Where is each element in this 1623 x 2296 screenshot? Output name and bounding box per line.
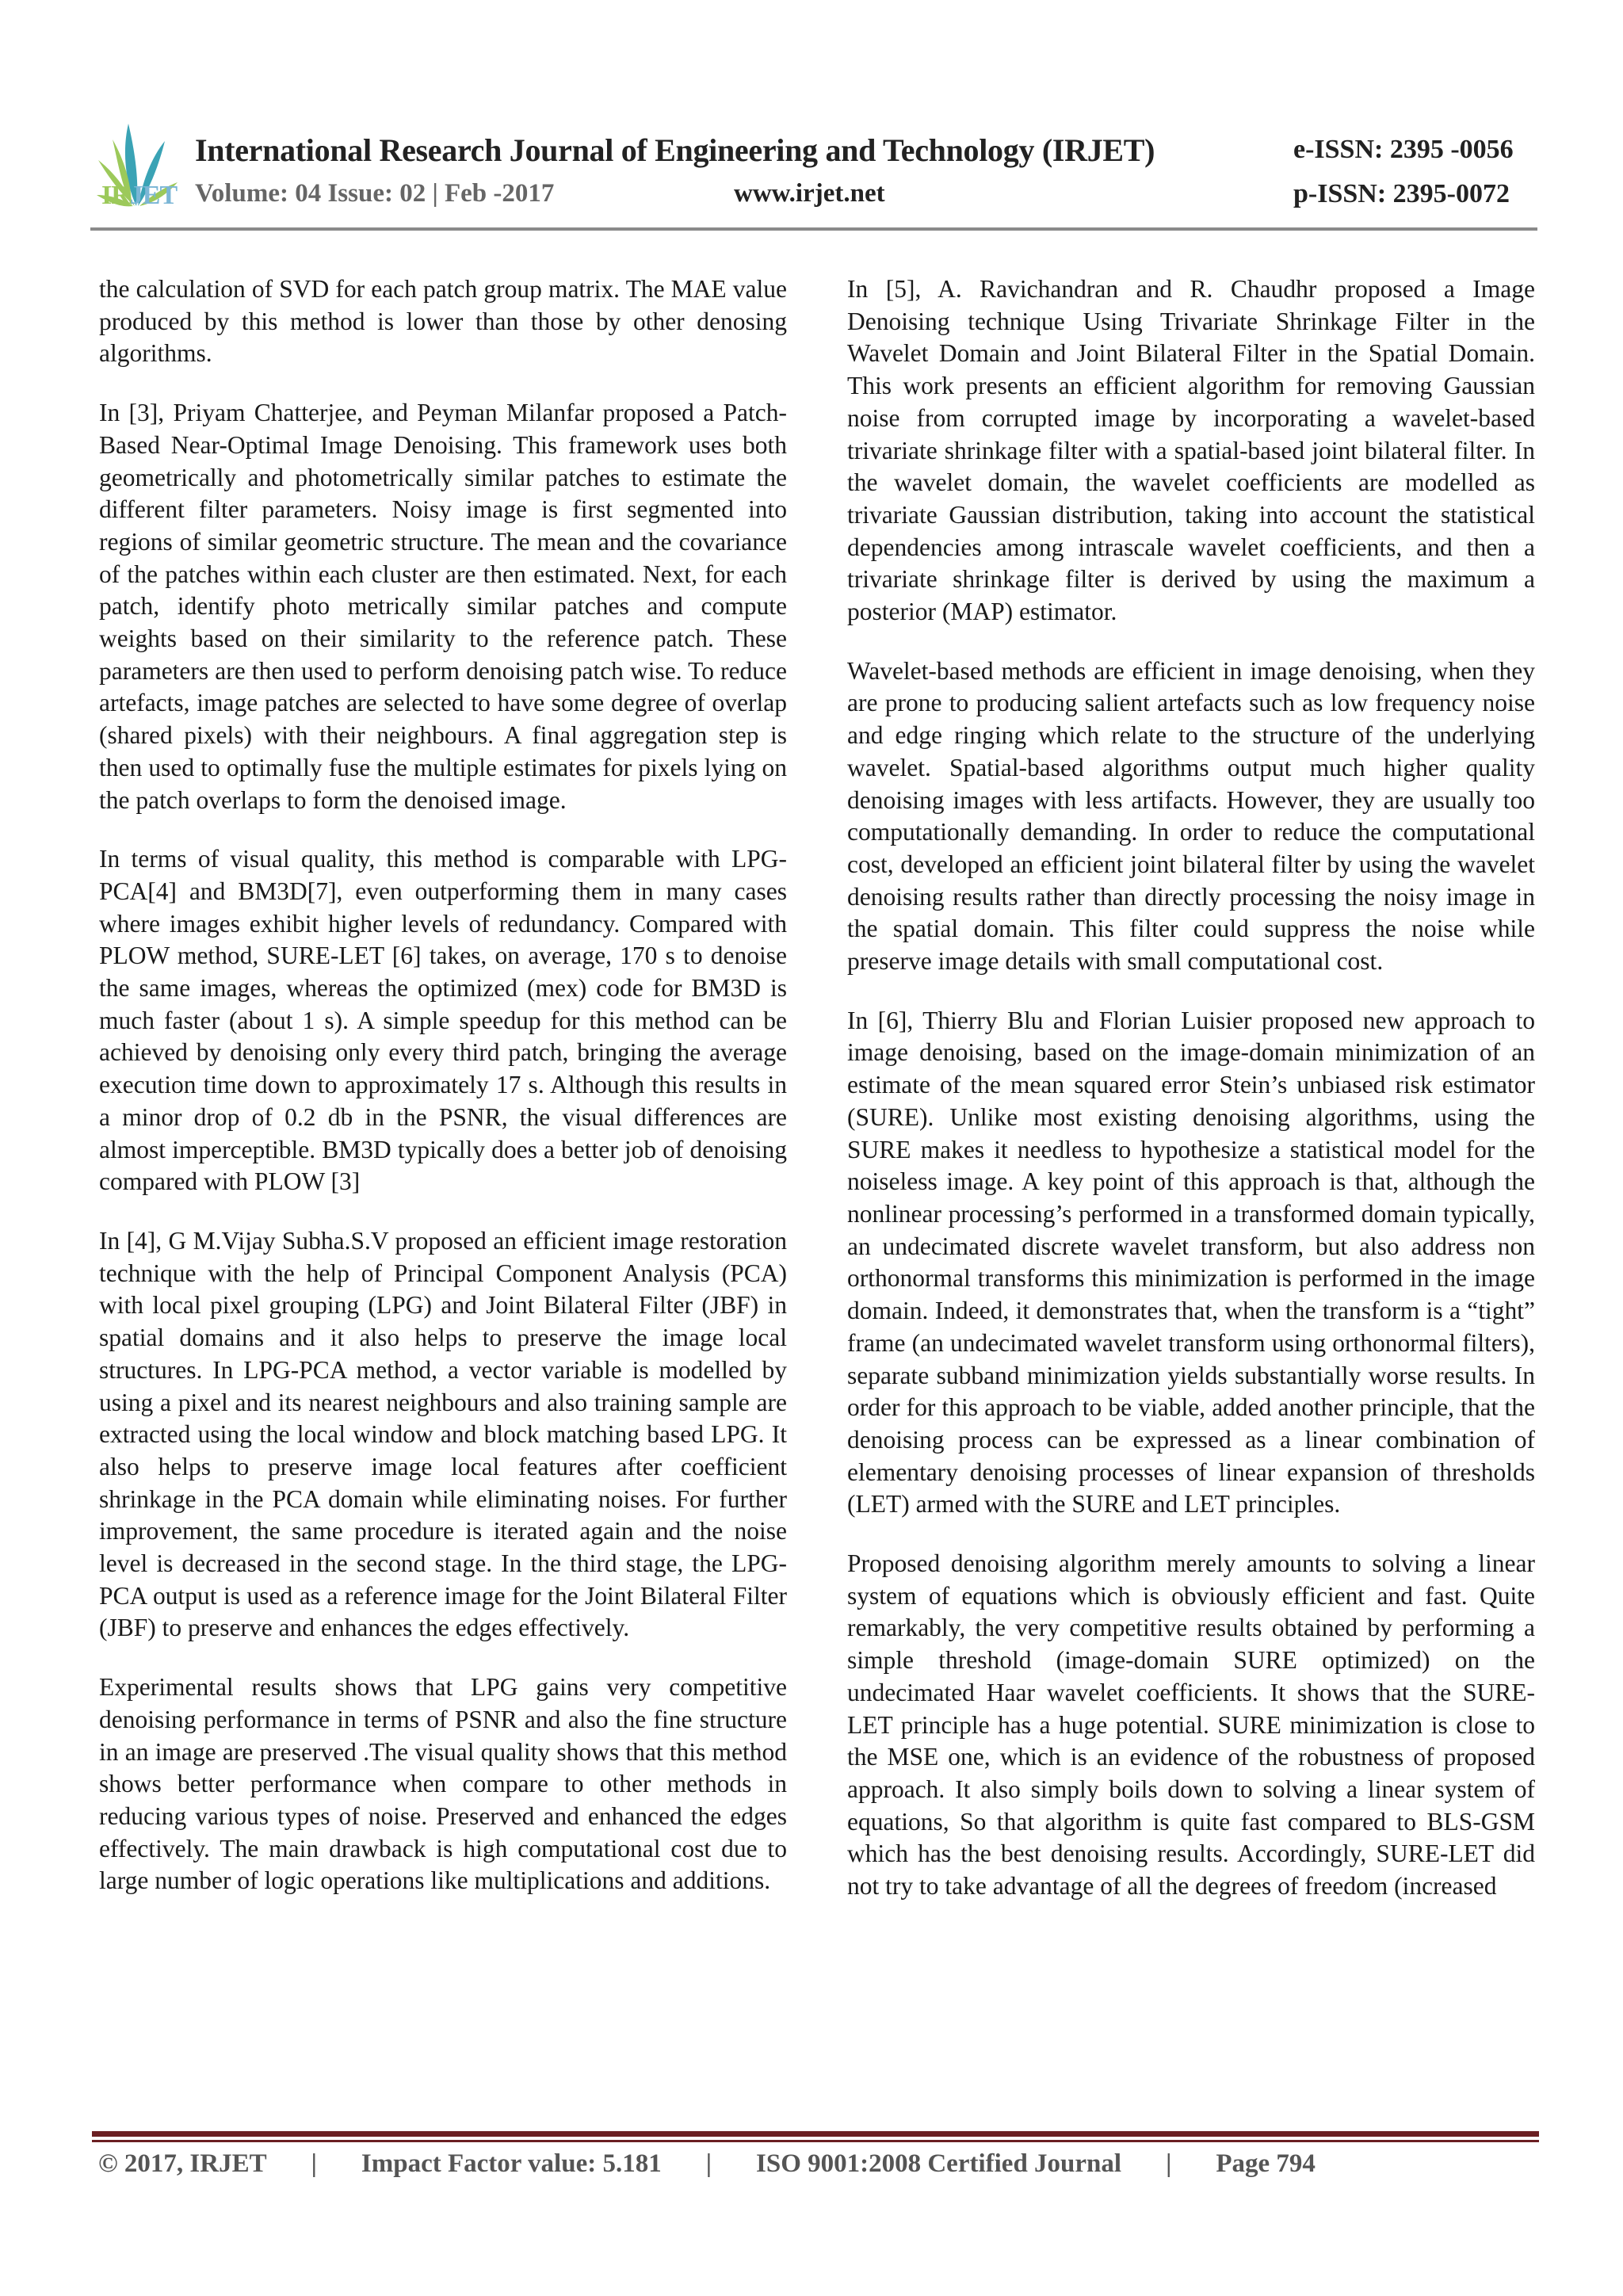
left-column xyxy=(99,273,787,1924)
footer-divider xyxy=(92,2131,1539,2137)
footer-separator: | xyxy=(311,2149,317,2178)
header-divider xyxy=(90,227,1537,231)
paragraph: Wavelet-based methods are efficient in image denoising, when they are prone to producing salient artefacts such as low frequency noise and edge ringing which relate to the structure of the underlying wavelet. Spatial-based algorithms output much higher quality denoising images with less artifacts. However, they are usually too computationally demanding. In order to reduce the computational cost, developed an efficient joint bilateral filter by using the wavelet denoising results rather than directly processing the noisy image in the spatial domain. This filter could suppress the noise while preserve image details with small computational cost. xyxy=(847,656,1535,976)
certification: ISO 9001:2008 Certified Journal xyxy=(756,2149,1122,2178)
volume-issue: Volume: 04 Issue: 02 | Feb -2017 xyxy=(195,179,555,208)
journal-title: International Research Journal of Engineering and Technology (IRJET) xyxy=(195,132,1155,168)
paragraph: In [6], Thierry Blu and Florian Luisier proposed new approach to image denoising, based on the image-domain minimization of an estimate of the mean squared error Stein’s unbiased risk estimator (SURE). Unlike most existing denoising algorithms, using the SURE makes it needless to hypothesize a statistical model for the noiseless image. A key point of this approach is that, although the nonlinear processing’s performed in a transformed domain typically, an undecimated discrete wavelet transform, but also address non orthonormal transforms this minimization is performed in the image domain. Indeed, it demonstrates that, when the transform is a “tight” frame (an undecimated wavelet transform using orthonormal filters), separate subband minimization yields substantially worse results. In order for this approach to be viable, added another principle, that the denoising process can be expressed as a linear combination of elementary denoising processes of linear expansion of thresholds (LET) armed with the SURE and LET principles. xyxy=(847,1006,1535,1519)
copyright: © 2017, IRJET xyxy=(98,2149,267,2178)
right-column xyxy=(847,273,1535,1930)
page-number: Page 794 xyxy=(1216,2149,1316,2178)
paragraph: Experimental results shows that LPG gains very competitive denoising performance in terms of PSNR and also the fine structure in an image are preserved .The visual quality shows that this method shows better performance when compare to other methods in reducing various types of noise. Preserved and enhanced the edges effectively. The main drawback is high computational cost due to large number of logic operations like multiplications and additions. xyxy=(99,1673,787,1895)
footer-divider-thin xyxy=(92,2140,1539,2142)
paragraph: In [3], Priyam Chatterjee, and Peyman Milanfar proposed a Patch-Based Near-Optimal Image Denoising. This framework uses both geometrically and photometrically similar patches to estimate the different filter parameters. Noisy image is first segmented into regions of similar geometric structure. The mean and the covariance of the patches within each cluster are then estimated. Next, for each patch, identify photo metrically similar patches and compute weights based on their similarity to the reference patch. These parameters are then used to perform denoising patch wise. To reduce artefacts, image patches are selected to have some degree of overlap (shared pixels) with their neighbours. A final aggregation step is then used to optimally fuse the multiple estimates for pixels lying on the patch overlaps to form the denoised image. xyxy=(99,399,787,814)
paragraph: Proposed denoising algorithm merely amounts to solving a linear system of equations which is obviously efficient and fast. Quite remarkably, the very competitive results obtained by performing a simple threshold (image-domain SURE optimized) on the undecimated Haar wavelet coefficients. It shows that the SURE-LET principle has a huge potential. SURE minimization is close to the MSE one, which is an evidence of the robustness of proposed approach. It also simply boils down to solving a linear system of equations, So that algorithm is quite fast compared to BLS-GSM which has the best denoising results. Accordingly, SURE-LET did not try to take advantage of all the degrees of freedom (increased xyxy=(847,1549,1535,1901)
paragraph: In [4], G M.Vijay Subha.S.V proposed an efficient image restoration technique with the help of Principal Component Analysis (PCA) with local pixel grouping (LPG) and Joint Bilateral Filter (JBF) in spatial domains and it also helps to preserve the image local structures. In LPG-PCA method, a vector variable is modelled by using a pixel and its nearest neighbours and also training sample are extracted using the local window and block matching based LPG. It also helps to preserve image local features after coefficient shrinkage in the PCA domain while eliminating noises. For further improvement, the same procedure is iterated again and the noise level is decreased in the second stage. In the third stage, the LPG-PCA output is used as a reference image for the Joint Bilateral Filter (JBF) to preserve and enhances the edges effectively. xyxy=(99,1226,787,1642)
impact-factor: Impact Factor value: 5.181 xyxy=(361,2149,662,2178)
footer-separator: | xyxy=(1166,2149,1172,2178)
e-issn: e-ISSN: 2395 -0056 xyxy=(1293,135,1514,164)
footer xyxy=(98,2149,1316,2179)
website-link[interactable]: www.irjet.net xyxy=(734,179,885,208)
footer-separator: | xyxy=(705,2149,712,2178)
paragraph: In terms of visual quality, this method is comparable with LPG-PCA[4] and BM3D[7], even outperforming them in many cases where images exhibit higher levels of redundancy. Compared with PLOW method, SURE-LET [6] takes, on average, 170 s to denoise the same images, whereas the optimized (mex) code for BM3D is much faster (about 1 s). A simple speedup for this method can be achieved by denoising only every third patch, bringing the average execution time down to approximately 17 s. Although this results in a minor drop of 0.2 db in the PSNR, the visual differences are almost imperceptible. BM3D typically does a better job of denoising compared with PLOW [3] xyxy=(99,845,787,1196)
paragraph: In [5], A. Ravichandran and R. Chaudhr proposed a Image Denoising technique Using Trivariate Shrinkage Filter in the Wavelet Domain and Joint Bilateral Filter in the Spatial Domain. This work presents an efficient algorithm for removing Gaussian noise from corrupted image by incorporating a wavelet-based trivariate shrinkage filter with a spatial-based joint bilateral filter. In the wavelet domain, the wavelet coefficients are modelled as trivariate Gaussian distribution, taking into account the statistical dependencies among intrascale wavelet coefficients, and then a trivariate shrinkage filter is derived by using the maximum a posterior (MAP) estimator. xyxy=(847,275,1535,626)
p-issn: p-ISSN: 2395-0072 xyxy=(1293,179,1510,208)
logo-text: IRJET xyxy=(101,181,178,210)
paragraph: the calculation of SVD for each patch group matrix. The MAE value produced by this method is lower than those by other denosing algorithms. xyxy=(99,275,787,368)
